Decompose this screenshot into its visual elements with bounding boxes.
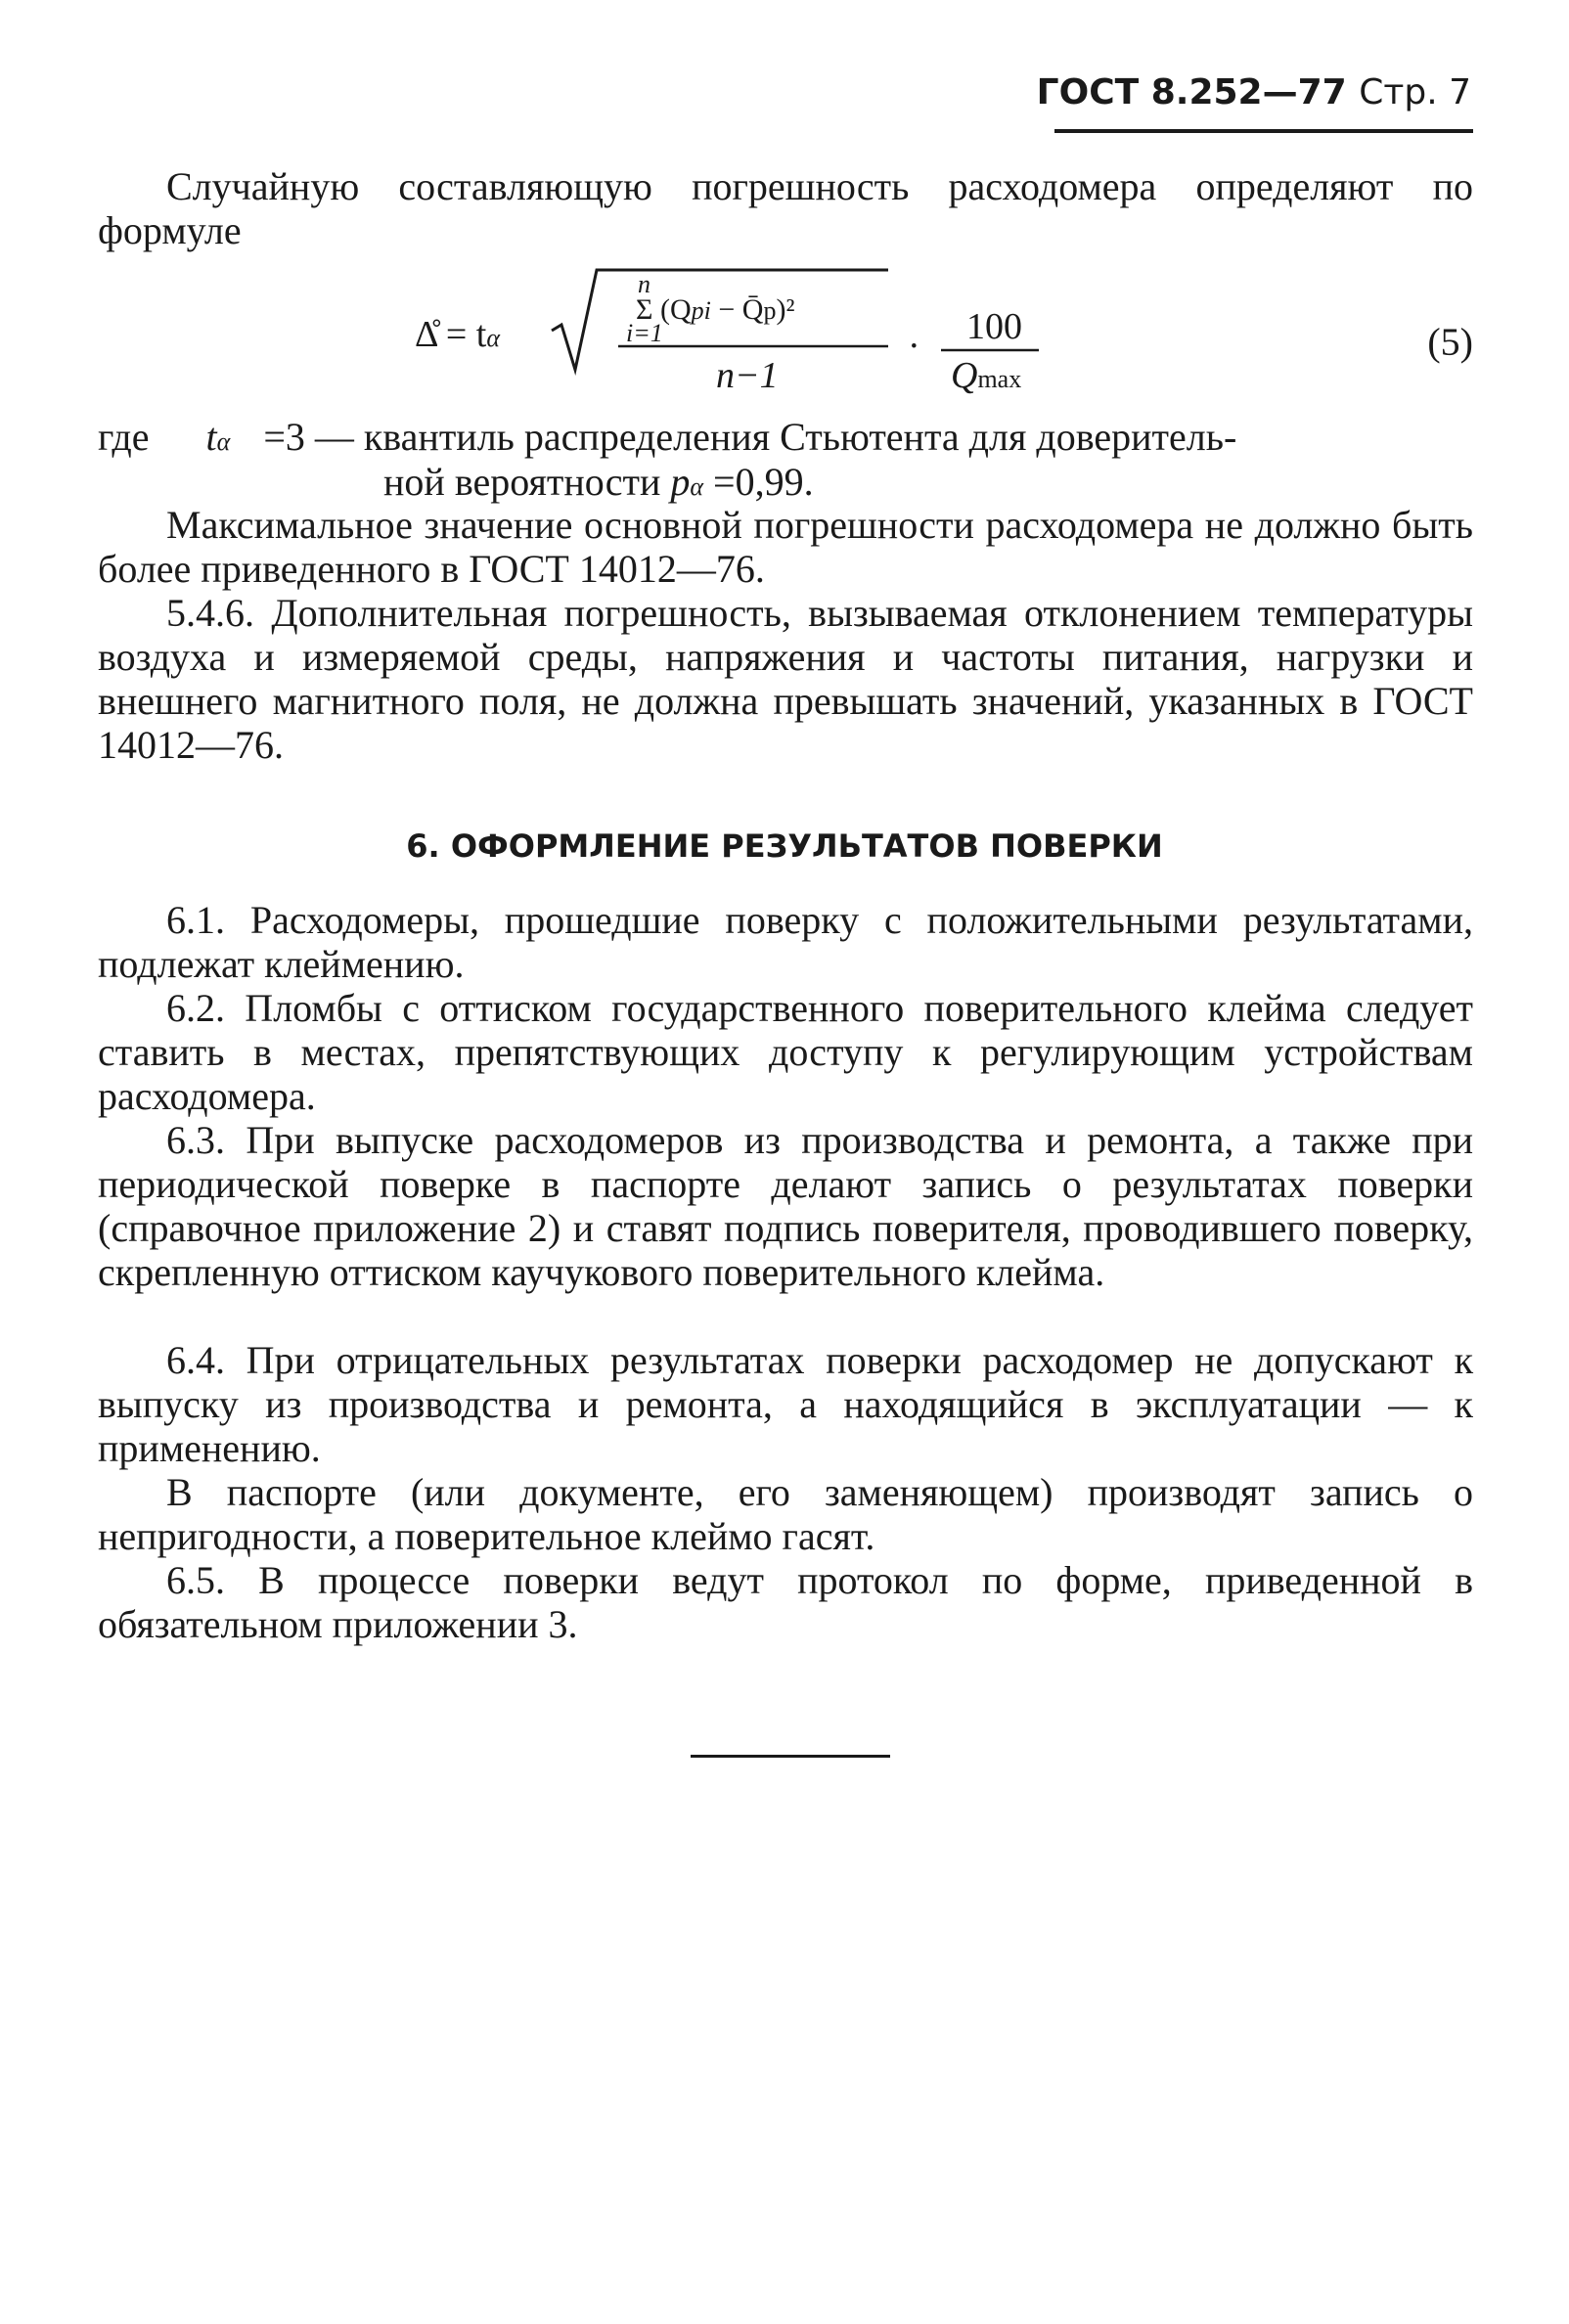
standard-number: ГОСТ 8.252—77 [1036, 72, 1347, 112]
page-header [1037, 72, 1471, 112]
intro-paragraph: Случайную составляющую погрешность расходомера определяют по формуле [98, 164, 1473, 252]
paragraph-5-4-6: 5.4.6. Дополнительная погрешность, вызываемая отклонением температуры воздуха и измеряемой среды, напряжения и частоты питания, нагрузки и внешнего магнитного поля, не должна превышать значений, указанных в ГОСТ 14012—76. [98, 591, 1473, 767]
formula-lhs: Δ̊ = tα [415, 314, 500, 355]
formula-5 [411, 256, 1473, 403]
where-line-1: где tα =3 — квантиль распределения Стьютента для доверитель- [98, 415, 1237, 459]
sum-expression: Σ (Qpi − Q̄p)² [636, 293, 795, 326]
paragraph-6-4: 6.4. При отрицательных результатах поверки расходомер не допускают к выпуску из производства и ремонта, а находящийся в эксплуатации — к применению. [98, 1338, 1473, 1470]
page-number: Стр. 7 [1359, 72, 1471, 112]
paragraph-6-3: 6.3. При выпуске расходомеров из производства и ремонта, а также при периодической поверке в паспорте делают запись о результатах поверки (справочное приложение 2) и ставят подпись поверителя, проводившего поверку, скрепленную оттиском каучукового поверительного клейма. [98, 1118, 1473, 1294]
end-rule [691, 1755, 890, 1758]
fraction-numerator: 100 [966, 306, 1022, 347]
formula-denominator: n−1 [716, 355, 779, 396]
sum-lower-limit: i=1 [626, 319, 663, 347]
fraction-denominator: Qmax [951, 355, 1022, 396]
sum-upper-limit: n [638, 270, 650, 298]
section-title: 6. ОФОРМЛЕНИЕ РЕЗУЛЬТАТОВ ПОВЕРКИ [406, 827, 1163, 865]
formula-number: (5) [1427, 320, 1473, 364]
max-error-paragraph: Максимальное значение основной погрешности расходомера не должно быть более приведенного в ГОСТ 14012—76. [98, 503, 1473, 591]
multiply-dot: · [908, 326, 920, 367]
where-line-2: ной вероятности pα =0,99. [383, 460, 814, 504]
paragraph-6-2: 6.2. Пломбы с оттиском государственного поверительного клейма следует ставить в местах, препятствующих доступу к регулирующим устройствам расходомера. [98, 986, 1473, 1118]
radical-sign [411, 256, 1473, 403]
passport-paragraph: В паспорте (или документе, его заменяющем) производят запись о непригодности, а поверительное клеймо гасят. [98, 1470, 1473, 1558]
paragraph-6-1: 6.1. Расходомеры, прошедшие поверку с положительными результатами, подлежат клеймению. [98, 898, 1473, 986]
header-rule [1054, 129, 1473, 133]
paragraph-6-5: 6.5. В процессе поверки ведут протокол по форме, приведенной в обязательном приложении 3. [98, 1558, 1473, 1646]
